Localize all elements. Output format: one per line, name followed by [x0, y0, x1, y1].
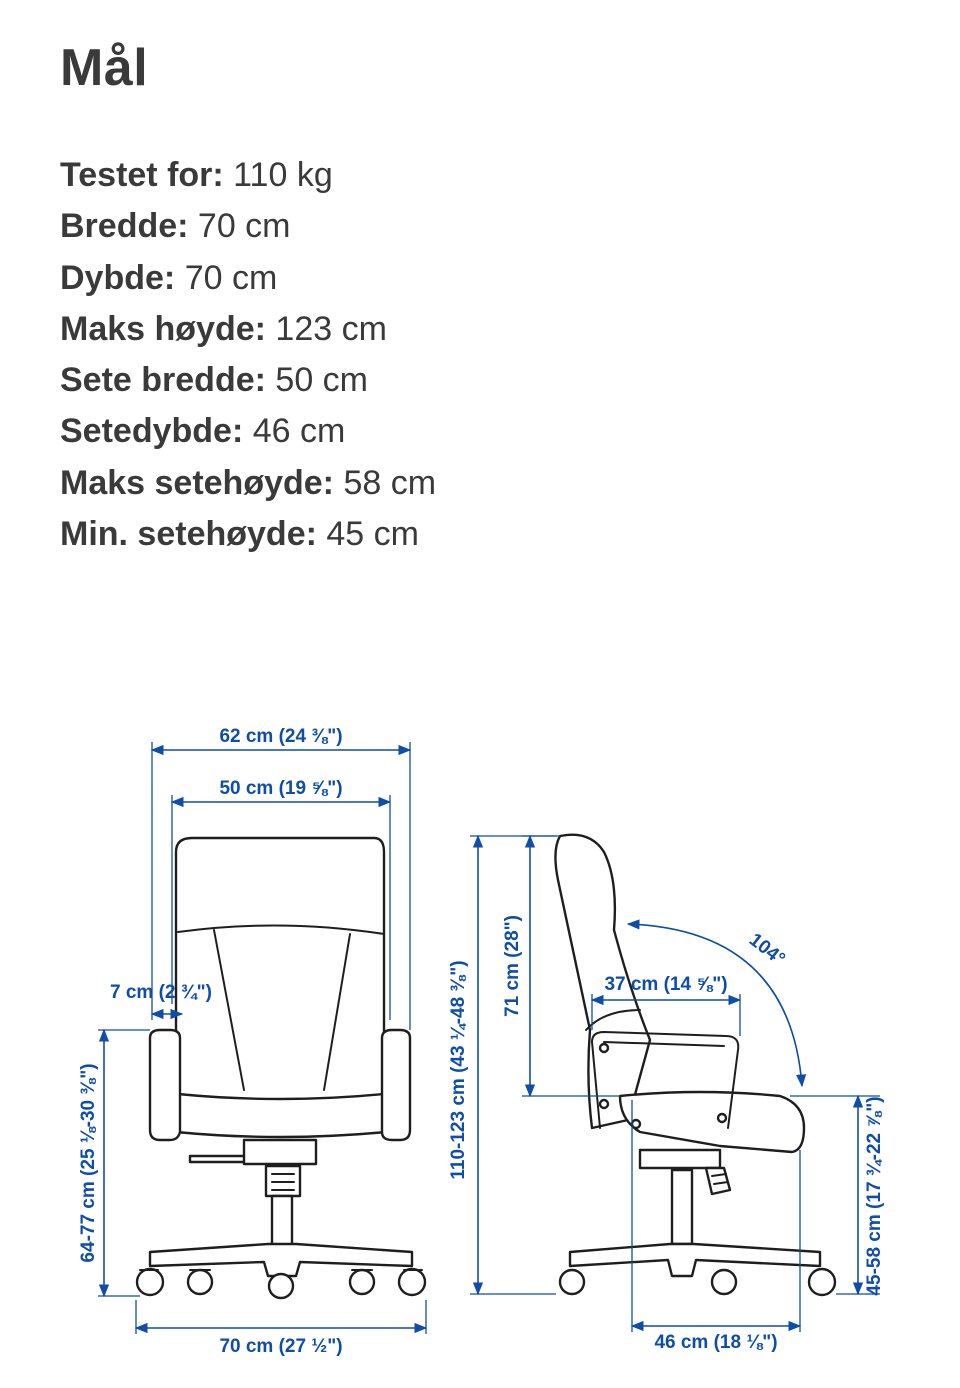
spec-value: 45 cm	[326, 515, 419, 554]
front-wheel	[269, 1274, 293, 1298]
spec-value: 50 cm	[275, 361, 368, 400]
side-base	[570, 1244, 820, 1276]
side-wheel	[712, 1270, 736, 1294]
front-wheel	[188, 1270, 212, 1294]
spec-label: Setedybde:	[60, 412, 244, 451]
front-wheel	[399, 1269, 425, 1295]
page-title: Mål	[60, 39, 149, 97]
spec-label: Maks høyde:	[60, 309, 266, 348]
side-wheel	[560, 1270, 584, 1294]
spec-label: Min. setehøyde:	[60, 515, 317, 554]
spec-label: Testet for:	[60, 156, 224, 194]
front-view-chair	[137, 838, 425, 1298]
front-armrest-right	[382, 1030, 410, 1140]
dim-base-width: 70 cm (27 ½")	[219, 1336, 343, 1357]
front-seat	[176, 1094, 386, 1137]
dim-seat-width: 50 cm (19 ⅝")	[219, 778, 343, 799]
dim-total-height: 110-123 cm (43 ¼-48 ⅜")	[448, 960, 469, 1180]
spec-label: Sete bredde:	[60, 361, 266, 400]
spec-value: 70 cm	[184, 258, 278, 297]
side-gas-cylinder	[672, 1170, 692, 1244]
spec-value: 58 cm	[343, 463, 437, 502]
dim-back-height: 71 cm (28")	[502, 915, 523, 1017]
dim-armrest-height: 64-77 cm (25 ⅛-30 ⅜")	[78, 1063, 99, 1263]
spec-label: Dybde:	[60, 258, 176, 297]
dim-seat-height: 45-58 cm (17 ¾-22 ⅞")	[864, 1096, 885, 1296]
spec-value: 70 cm	[197, 207, 291, 246]
spec-value: 123 cm	[275, 309, 387, 348]
dim-overall-width: 62 cm (24 ⅜")	[219, 726, 343, 747]
side-view-chair	[555, 835, 835, 1295]
spec-value: 46 cm	[252, 412, 346, 451]
front-armrest-left	[150, 1030, 180, 1140]
front-base	[150, 1244, 412, 1276]
side-wheel	[809, 1269, 835, 1295]
spec-label: Maks setehøyde:	[60, 463, 334, 502]
front-wheel	[350, 1270, 374, 1294]
dim-armrest-width: 7 cm (2 ¾")	[110, 982, 212, 1003]
spec-label: Bredde:	[60, 207, 189, 246]
spec-value: 110 kg	[233, 156, 333, 194]
dim-armrest-depth: 37 cm (14 ⅝")	[604, 974, 728, 995]
front-backrest	[176, 838, 384, 1118]
dim-recline-angle: 104°	[744, 929, 789, 971]
dim-seat-depth: 46 cm (18 ⅛")	[654, 1332, 778, 1353]
side-seat	[620, 1092, 804, 1152]
front-wheel	[137, 1269, 163, 1295]
